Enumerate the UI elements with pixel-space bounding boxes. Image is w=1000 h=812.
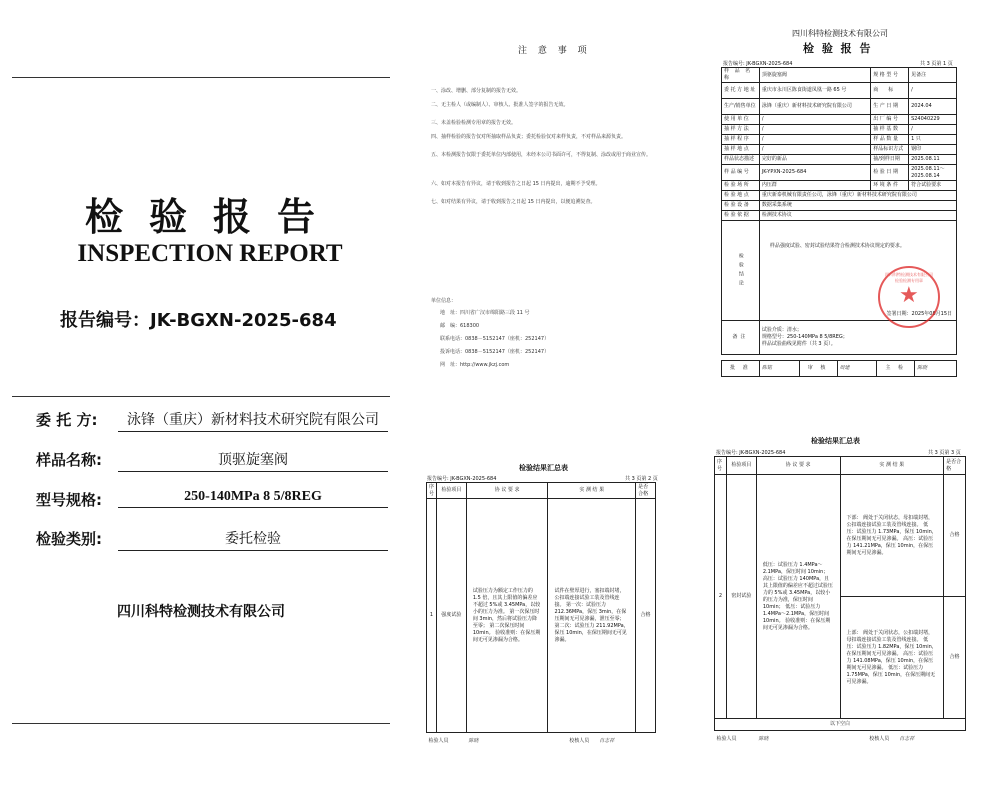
client-value: 泳锋（重庆）新材料技术研究院有限公司 [118,409,388,432]
equipment-label: 检 验 设 备 [722,201,760,211]
info-cell: 顶驱旋塞阀 [759,68,870,83]
info-cell: 规 格 型 号 [871,68,909,83]
pass-status: 合格 [636,499,656,733]
summary2-page-info: 共 3 页第 2 页 [625,476,658,482]
info-cell: / [759,135,870,145]
note-item: 三、未盖检验检测专用章的报告无效。 [431,120,517,126]
client-label: 委 托 方: [36,411,98,429]
info-cell: 委 托 方 地 址 [722,83,760,99]
approve-signature: 陈铭 [759,361,799,377]
info-cell: 2025.08.11 [909,155,957,165]
review-label: 审 核 [799,361,837,377]
col-header: 是否合格 [636,483,656,499]
report-sign-table [721,360,957,377]
unit-website: 网 址：http://www.jkzj.com [440,362,510,368]
note-item: 一、涂改、增删、部分复制的报告无效。 [431,88,522,94]
cover-lab-name: 四川科特检测技术有限公司 [117,604,285,620]
info-cell: 使 用 单 位 [722,115,760,125]
info-cell: 样品标识方式 [871,145,909,155]
note-item: 二、无主检人（或编制人）、审核人、批准人签字的报告无效。 [431,102,569,108]
info-cell: 检 验 场 所 [722,181,760,191]
remark-line: 规格型号：250-140MPa 8 5/8REG； [761,334,848,340]
requirement-text: 低压：试验压力 1.4MPa～2.1MPa，保压时间 10min； 高压：试验压力 140MPa，且其上限值的偏差应不超过试验压力的 5%或 3.45MPa，以较小的压力为准，保压时间 10min； 低压：试验压力 1.4MPa～2.1MPa，保压时间 10min。 验收准则：在保压期间无可见渗漏为合格。 [756,475,840,719]
info-cell: 环 境 条 件 [871,181,909,191]
stamp-star-icon: ★ [899,283,919,308]
unit-info-label: 单位信息： [431,298,457,304]
info-cell: 抽 样 程 序 [722,135,760,145]
col-header: 检验项目 [726,457,756,475]
info-cell: S24040229 [909,115,957,125]
info-cell: 见备注 [909,68,957,83]
summary2-table [426,482,656,751]
unit-postcode: 邮 编：618300 [440,323,480,329]
info-cell: 符合试验要求 [909,181,957,191]
info-cell: 抽 样 基 数 [871,125,909,135]
info-cell: 样品状态描述 [722,155,760,165]
info-cell: JK-YPXN-2025-684 [759,165,870,181]
summary2-title: 检验结果汇总表 [519,464,568,472]
inspector-signature: 陈晓 [758,736,769,743]
cover-title-cn: 检验报告 [84,195,341,239]
info-cell: / [759,125,870,135]
report-number-value: JK-BGXN-2025-684 [150,310,337,331]
info-cell: 内压群 [759,181,870,191]
info-cell: 2025.08.11～2025.08.14 [909,165,957,181]
unit-complaint-phone: 投诉电话：0838－5152147（座机：252147） [440,349,550,355]
category-label: 检验类别: [36,530,102,548]
checker-signature: 肖志祥 [899,736,915,743]
conclusion-text: 样品强度试验、密封试验结果符合检测技术协议规定的要求。 [769,243,905,249]
inspector-label: 检验人员 [428,738,449,745]
remark-line: 试验介质：清水； [761,327,802,333]
equipment-value: 数据采集系统 [759,201,956,211]
col-header: 实 测 结 果 [840,457,944,475]
summary3-report-number: 报告编号: JK-BGXN-2025-684 [716,450,786,456]
sample-name-value: 顶驱旋塞阀 [118,449,388,472]
test-item: 密封试验 [726,475,756,719]
info-cell: 样 品 编 号 [722,165,760,181]
row-number: 1 [427,499,437,733]
row-number: 2 [715,475,727,719]
cover-title-en: INSPECTION REPORT [77,240,343,267]
report-number: 报告编号: JK-BGXN-2025-684 [723,61,793,67]
info-cell: 样 品 数 量 [871,135,909,145]
info-cell: 抽/到样日期 [871,155,909,165]
pass-status-lower: 合格 [944,475,966,597]
requirement-text: 试验压力为额定工作压力的 1.5 倍，且其上限值的偏差应不超过 5%或 3.45MPa，以较小的压力为准。 第一次保压时间 3min，然后将试验压力降至零； 第二次保压时间 10min。 验收准则：在保压期间无可见渗漏为合格。 [466,499,548,733]
witness-value: 重庆新泰机械有限责任公司，泳锋（重庆）新材料技术研究院有限公司 [759,191,956,201]
result-upper-text: 上部： 阀处于关闭状态，公扣端封堵，母扣端连接试验工装及管线连接。 低压：试验压力 1.82MPa，保压 10min，在保压期间无可见渗漏。 高压：试验压力 141.08MPa，保压 10min，在保压期间无可见渗漏。 低压：试验压力 1.75MPa，保压 10min，在保压期间无可见渗漏。 [840,597,944,719]
info-cell: 商 标 [871,83,909,99]
info-cell: 抽 样 地 点 [722,145,760,155]
stamp-text: 四川科特检测技术有限公司 检验检测专用章 [885,272,933,283]
col-header: 协 议 要 求 [466,483,548,499]
checker-label: 校核人员 [569,738,590,745]
result-text: 试件在壁厚进行，塞扣端封堵，公扣端连接试验工装及管线连接。 第一次：试验压力 212.36MPa，保压 3min，在保压期间无可见渗漏，泄压至零； 第二次：试验压力 211.92MPa，保压 10min，在保压期间无可见渗漏。 [548,499,636,733]
pass-status-upper: 合格 [944,597,966,719]
info-cell: 生产/销售单位 [722,99,760,115]
inspector-label: 主 检 [877,361,915,377]
info-cell: / [759,115,870,125]
notes-title: 注 意 事 项 [518,46,591,56]
remark-line: 样品试验曲线见附件（共 3 页）。 [761,341,836,347]
info-cell: 生 产 日 期 [871,99,909,115]
conclusion-label: 检验结论 [722,221,760,321]
cover-mid-rule [12,396,390,397]
category-value: 委托检验 [118,528,388,551]
end-marker: 以下空白 [715,719,966,731]
col-header: 协 议 要 求 [756,457,840,475]
info-cell: 2024.04 [909,99,957,115]
basis-label: 检 验 依 据 [722,211,760,221]
col-header: 序号 [715,457,727,475]
note-item: 五、本检测报告仅限于委托单位内部使用，未经本公司书面许可，不得复制、涂改或用于商业宣传。 [431,152,652,158]
model-value: 250-140MPa 8 5/8REG [118,489,388,508]
info-cell: 钢印 [909,145,957,155]
official-stamp [878,266,940,328]
info-cell: 检 验 日 期 [871,165,909,181]
info-cell: 出 厂 编 号 [871,115,909,125]
info-cell: / [909,83,957,99]
report-company: 四川科特检测技术有限公司 [792,29,888,38]
info-cell: 完好的新品 [759,155,870,165]
info-cell: / [759,145,870,155]
col-header: 检验项目 [437,483,467,499]
test-item: 强度试验 [437,499,467,733]
remark-label: 备注 [722,321,760,355]
summary2-report-number: 报告编号: JK-BGXN-2025-684 [427,476,497,482]
summary3-title: 检验结果汇总表 [811,437,860,445]
cover-report-number [60,306,380,332]
checker-label: 校核人员 [869,736,890,743]
col-header: 实 测 结 果 [548,483,636,499]
basis-value: 检测技术协议 [759,211,956,221]
report-title: 检 验 报 告 [803,42,873,55]
sample-name-label: 样品名称: [36,451,102,469]
witness-label: 检 验 地 点 [722,191,760,201]
note-item: 四、抽样检验的报告仅对所抽取样品负责；委托检验仅对来样负责，不对样品来源负责。 [431,134,627,140]
note-item: 七、如对结果有异议，请于收到报告之日起 15 日内提出，以便追溯复查。 [431,199,596,205]
checker-cell [840,731,944,749]
report-page-info: 共 3 页第 1 页 [920,61,953,67]
info-cell: 抽 样 方 法 [722,125,760,135]
info-cell: 泳锋（重庆）新材料技术研究院有限公司 [759,99,870,115]
model-label: 型号规格: [36,491,102,509]
info-cell: 1 只 [909,135,957,145]
summary3-page-info: 共 3 页第 3 页 [928,450,961,456]
col-header: 是否合格 [944,457,966,475]
approve-label: 批 准 [722,361,760,377]
info-cell: / [909,125,957,135]
inspector-label: 检验人员 [716,736,737,743]
review-signature: 周建 [837,361,877,377]
info-cell: 重庆市永川区陈食街道凤凰一路 65 号 [759,83,870,99]
checker-signature: 肖志祥 [599,738,615,745]
cover-bottom-rule [12,723,390,724]
inspector-signature: 陈晓 [468,738,479,745]
inspector-signature: 陈晓 [915,361,957,377]
sign-date: 签署日期：2025年08月15日 [886,311,952,317]
report-number-label: 报告编号： [60,310,150,331]
col-header: 序号 [427,483,437,499]
remark-cell [759,321,956,355]
unit-address: 地 址：四川省广汉市绵阳路三段 11 号 [440,310,530,316]
info-cell: 样 品 名 称 [722,68,760,83]
cover-top-rule [12,77,390,78]
result-lower-text: 下部： 阀处于关闭状态，母扣端封堵，公扣端连接试验工装及管线连接。 低压：试验压力 1.73MPa，保压 10min，在保压期间无可见渗漏。 高压：试验压力 141.21MPa，保压 10min，在保压期间无可见渗漏。 [840,475,944,597]
checker-cell [548,733,636,751]
note-item: 六、如对本报告有异议，请于收到报告之日起 15 日内提出，逾期不予受理。 [431,181,601,187]
unit-phone: 联系电话：0838－5152147（座机：252147） [440,336,550,342]
summary3-table [714,456,966,749]
